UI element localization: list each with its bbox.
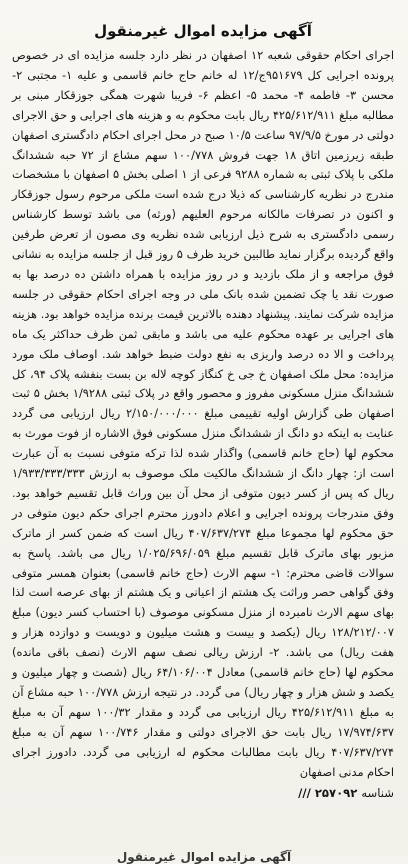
- notice-trailing-marks: ///: [298, 785, 311, 800]
- notice-title: آگهی مزایده اموال غیرمنقول: [94, 22, 312, 40]
- cropped-next-notice-title: آگهی مزایده اموال غیرمنقول: [116, 850, 292, 864]
- notice-body: اجرای احکام حقوقی شعبه ۱۲ اصفهان در نظر دارد جلسه مزایده ای در خصوص پرونده اجرایی کل ۹۵۱۶۷۹ج/۱۲ له خانم حاج خانم قاسمی و علیه ۱- مجتبی ۲- محسن ۳- فاطمه ۴- محمد ۵- اعظم ۶- فریبا شهرت همگی جوزقکار مبنی بر مطالبه مبلغ ۴۲۵/۶۱۲/۹۱۱ ریال بابت محکوم به و هزینه های اجرایی و حق الاجرای دولتی در مورخ ۹۷/۹/۵ ساعت ۱۰/۵ صبح در محل اجرای احکام دادگستری اصفهان طبقه زیرزمین اتاق ۱۸ جهت فروش ۱۰۰/۷۷۸ سهم مشاع از ۷۲ حبه ششدانگ ملکی با پلاک ثبتی به شماره ۹۲۸۸ فرعی از ۱ اصلی بخش ۵ اصفهان با مشخصات مندرج در نظریه کارشناسی که ذیلا درج شده است ملکی مرحوم رسول جوزقکار و اکنون در تصرفات مالکانه مرحوم العلیهم (ورثه) می باشد توسط کارشناس رسمی دادگستری به شرح ذیل ارزیابی شده نظریه وی مصون از تعرض طرفین واقع گردیده برگزار نماید طالبین خرید ظرف ۵ روز قبل از جلسه مزایده به نشانی فوق مراجعه و از ملک بازدید و در روز مزایده با همراه داشتن ده درصد بها به صورت نقد یا چک تضمین شده بانک ملی در وجه اجرای احکام حقوقی در جلسه مزایده شرکت نمایند. پیشنهاد دهنده بالاترین قیمت برنده مزایده خواهد بود. هزینه های اجرایی بر عهده محکوم علیه می باشد و مابقی ثمن ظرف حداکثر یک ماه پرداخت و الا ده درصد واریزی به نفع دولت ضبط خواهد شد. اوصاف ملک مورد مزایده: محل ملک اصفهان خ جی خ کنگاز کوچه لاله بن بست بنفشه پلاک ۹۴، کل ششدانگ منزل مسکونی مفروز و محصور واقع در پلاک ثبتی ۱/۹۲۸۸ بخش ۵ ثبت اصفهان طی گزارش اولیه تقییمی مبلغ ۲/۱۵۰/۰۰۰/۰۰۰ ریال ارزیابی می گردد عنایت به اینکه دو دانگ از ششدانگ منزل مسکونی فوق الاشاره از فوت مورث به محکوم لها (حاج خانم قاسمی) واگذار شده لذا ترکه متوفی نسبت به آن عبارت است از: چهار دانگ از ششدانگ مالکیت ملک موصوف به ارزش ۱/۹۳۳/۳۳۳/۳۳۳ ریال که پس از کسر دیون متوفی از محل آن بین وراث قابل تقسیم خواهد بود. وفق مندرجات پرونده اجرایی و اعلام دادورز محترم اجرای حکم دیون متوفی در حق محکوم لها مجموعا مبلغ ۴۰۷/۶۳۷/۲۷۴ ریال است که ضمن کسر از ماترک مزبور بهای ماترک قابل تقسیم مبلغ ۱/۰۲۵/۶۹۶/۰۵۹ ریال می باشد. پاسخ به سوالات قاضی محترم: ۱- سهم الارث (حاج خانم قاسمی) بعنوان همسر متوفی وفق گواهی حصر وراثت یک هشتم از اعیانی و یک هشتم از بهای عرصه است لذا بهای سهم الارث نامبرده از منزل مسکونی موصوف (با احتساب کسر دیون) مبلغ ۱۲۸/۲۱۲/۰۰۷ ریال (یکصد و بیست و هشت میلیون و دویست و دوازده هزار و هفت ریال) می باشد. ۲- ارزش ریالی نصف سهم الارث (نصف باقی مانده) محکوم لها (حاج خانم قاسمی) معادل ۶۴/۱۰۶/۰۰۴ ریال (شصت و چهار میلیون و یکصد و شش هزار و چهار ریال) می گردد. در نتیجه ارزش ۱۰۰/۷۷۸ حبه مشاع آن به مبلغ ۴۲۵/۶۱۲/۹۱۱ ریال ارزیابی می گردد و مقدار ۱۰۰/۳۲ سهم آن به مبلغ ۱۷/۹۷۴/۶۳۷ ریال بابت حق الاجرای دولتی و مقدار ۱۰۰/۷۴۶ سهم آن به مبلغ ۴۰۷/۶۳۷/۲۷۴ ریال بابت مطالبات محکوم له ارزیابی می گردد. دادورز اجرای احکام مدنی اصفهان: [12, 48, 395, 779]
- notice-footer: [12, 784, 394, 802]
- notice-id-label: شناسه: [361, 785, 394, 800]
- notice-id-value: ۲۵۷۰۹۲: [314, 785, 358, 800]
